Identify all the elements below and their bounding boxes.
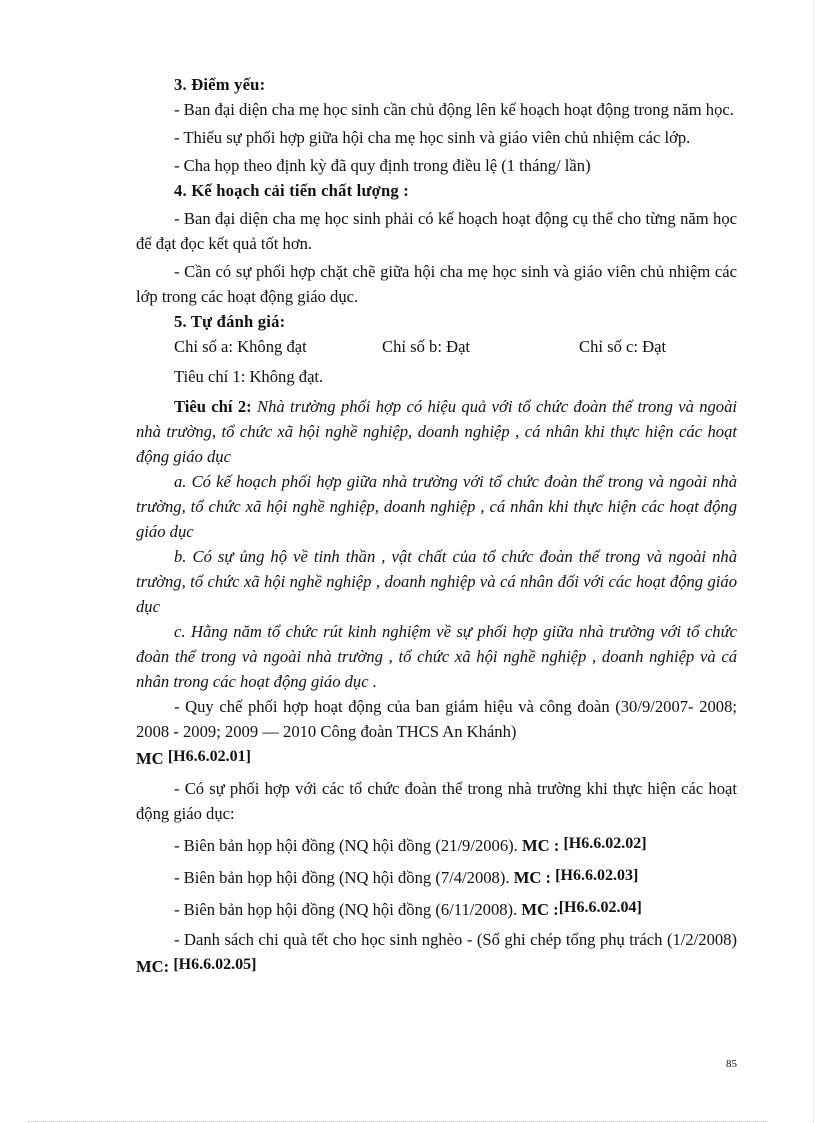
evidence-6 <box>136 927 737 979</box>
evidence-3-mc: MC : <box>521 836 560 855</box>
section-4-heading: 4. Kế hoạch cải tiến chất lượng : <box>174 181 409 200</box>
criterion-2-b: b. Có sự ủng hộ về tinh thần , vật chất của tổ chức đoàn thể trong và ngoài nhà trường, tổ chức xã hội nghề nghiệp , doanh nghiệp và cá nhân đối với các hoạt động giáo dục <box>136 547 737 616</box>
evidence-1-text: - Quy chế phối hợp hoạt động của ban giám hiệu và công đoàn (30/9/2007- 2008; 2008 - 2009; 2009 — 2010 Công đoàn THCS An Khánh) <box>136 697 737 741</box>
index-c: Chỉ số c: Đạt <box>579 337 667 356</box>
evidence-2: - Có sự phối hợp với các tổ chức đoàn thể trong nhà trường khi thực hiện các hoạt động giáo dục: <box>136 779 737 823</box>
section-3-heading: 3. Điểm yếu: <box>174 75 266 94</box>
evidence-1-mc: MC <box>136 749 164 768</box>
evidence-6-code: [H6.6.02.05] <box>173 956 257 973</box>
criterion-2-label: Tiêu chí 2: <box>174 397 252 416</box>
evidence-6-text: - Danh sách chi quà tết cho học sinh nghèo - (Sổ ghi chép tổng phụ trách (1/2/2008) <box>174 930 737 949</box>
evidence-4 <box>136 863 737 890</box>
criterion-2-c: c. Hằng năm tổ chức rút kinh nghiệm về sự phối hợp giữa nhà trường với tổ chức đoàn thể trong và ngoài nhà trường , tổ chức xã hội nghề nghiệp , doanh nghiệp và cá nhân trong các hoạt động giáo dục . <box>136 622 737 691</box>
index-b: Chỉ số b: Đạt <box>382 337 471 356</box>
page-right-border <box>813 0 814 1123</box>
criterion-1-result: Tiêu chí 1: Không đạt. <box>174 367 324 386</box>
index-ratings <box>174 334 737 359</box>
evidence-4-mc: MC : <box>513 868 552 887</box>
evidence-5-code: [H6.6.02.04] <box>558 899 642 916</box>
evidence-6-mc: MC: <box>136 957 170 976</box>
page-bottom-border <box>28 1121 768 1122</box>
evidence-4-text: - Biên bản họp hội đồng (NQ hội đồng (7/4/2008). <box>174 868 510 887</box>
criterion-2-text: Nhà trường phối hợp có hiệu quả với tổ chức đoàn thể trong và ngoài nhà trường, tổ chức xã hội nghề nghiệp, doanh nghiệp , cá nhân khi thực hiện các hoạt động giáo dục <box>136 397 738 466</box>
s3-bullet-1: - Ban đại diện cha mẹ học sinh cần chủ động lên kế hoạch hoạt động trong năm học. <box>174 100 734 119</box>
s4-bullet-2: - Cần có sự phối hợp chặt chẽ giữa hội cha mẹ học sinh và giáo viên chủ nhiệm các lớp trong các hoạt động giáo dục. <box>136 262 737 306</box>
evidence-4-code: [H6.6.02.03] <box>555 867 639 884</box>
evidence-3-text: - Biên bản họp hội đồng (NQ hội đồng (21/9/2006). <box>174 836 518 855</box>
evidence-5-text: - Biên bản họp hội đồng (NQ hội đồng (6/11/2008). <box>174 900 518 919</box>
evidence-3-code: [H6.6.02.02] <box>563 835 647 852</box>
s4-bullet-1: - Ban đại diện cha mẹ học sinh phải có kế hoạch hoạt động cụ thể cho từng năm học để đạt đọc kết quả tốt hơn. <box>136 209 737 253</box>
criterion-2-a: a. Có kế hoạch phối hợp giữa nhà trường với tổ chức đoàn thể trong và ngoài nhà trường, tổ chức xã hội nghề nghiệp, doanh nghiệp , cá nhân khi thực hiện các hoạt động giáo dục <box>136 472 737 541</box>
evidence-1-code: [H6.6.02.01] <box>167 748 251 765</box>
evidence-5-mc: MC : <box>521 900 559 919</box>
evidence-1 <box>136 694 737 771</box>
criterion-2 <box>136 394 737 469</box>
s3-bullet-3: - Cha họp theo định kỳ đã quy định trong điều lệ (1 tháng/ lần) <box>174 156 591 175</box>
section-5-heading: 5. Tự đánh giá: <box>174 312 286 331</box>
evidence-3 <box>136 831 737 858</box>
document-page <box>136 72 737 979</box>
page-number: 85 <box>726 1058 737 1070</box>
s3-bullet-2: - Thiếu sự phối hợp giữa hội cha mẹ học sinh và giáo viên chủ nhiệm các lớp. <box>174 128 691 147</box>
evidence-5 <box>136 895 737 922</box>
index-a: Chỉ số a: Không đạt <box>174 337 307 356</box>
